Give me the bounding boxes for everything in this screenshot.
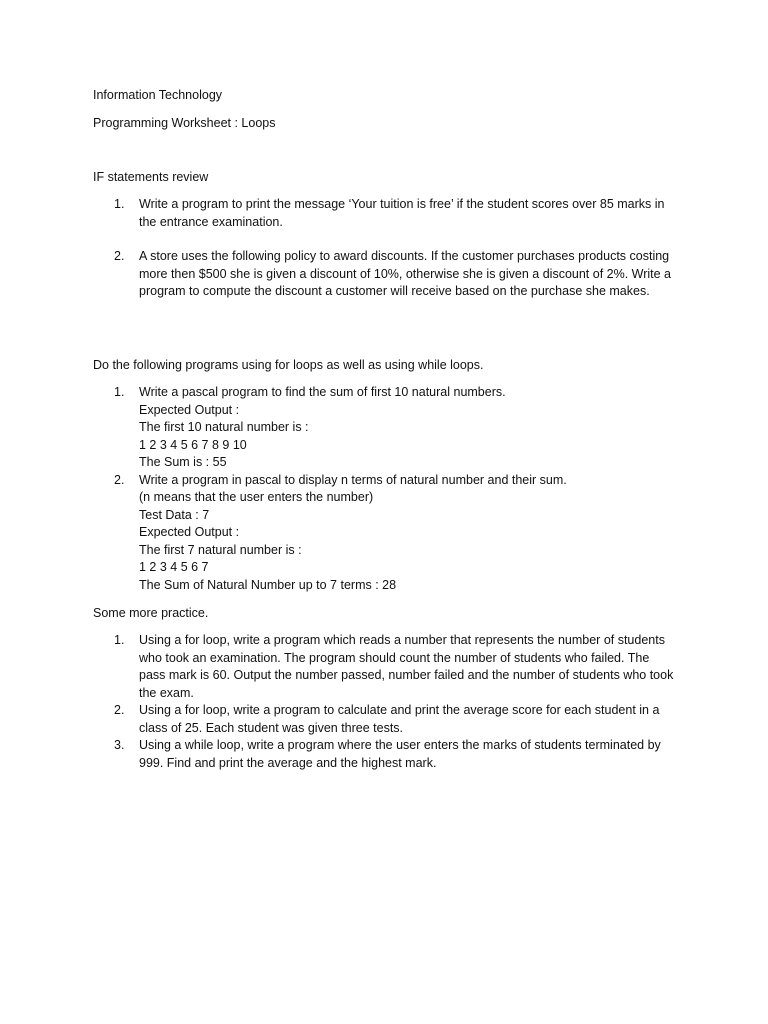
item-number: 1. [114,633,125,647]
loop-programs-list [0,384,768,594]
item-text: A store uses the following policy to award discounts. If the customer purchases products costing more then $500 she is given a discount of 10%, otherwise she is given a discount of 2%. Write a program to compute the discount a customer will receive based on the purchase she makes. [139,249,672,298]
item-text: Using a for loop, write a program which reads a number that represents the number of students who took an examination. The program should count the number of students who failed. The pass mark is 60. Output the number passed, number failed and the number of students who took the exam. [139,633,674,700]
item-number: 1. [114,197,125,211]
if-questions-list [0,196,768,231]
if-questions-list-2 [0,248,768,301]
item-line: Expected Output : [139,402,240,417]
item-text: Using a for loop, write a program to calculate and print the average score for each student in a class of 25. Each student was given three tests. [139,703,660,735]
practice-questions-list [0,632,768,772]
item-line: Write a pascal program to find the sum of first 10 natural numbers. [139,385,506,399]
list-item [0,737,679,772]
item-line: The first 10 natural number is : [139,420,309,434]
item-text: Using a while loop, write a program where the user enters the marks of students terminated by 999. Find and print the average and the highest mark. [139,738,661,770]
list-item [0,472,679,595]
item-line: 1 2 3 4 5 6 7 [139,560,209,574]
item-line: Expected Output : [139,525,240,539]
item-number: 2. [114,472,125,487]
item-line: The Sum is : 55 [139,455,227,469]
item-line: The first 7 natural number is : [139,542,302,557]
item-number: 3. [114,738,125,752]
item-number: 2. [114,249,125,263]
section-practice-heading: Some more practice. [93,606,209,620]
list-item [0,632,679,702]
item-line: Write a program in pascal to display n terms of natural number and their sum. [139,472,567,487]
list-item [0,384,679,472]
section-loops-heading: Do the following programs using for loops as well as using while loops. [93,358,484,372]
item-line: Test Data : 7 [139,507,210,522]
worksheet-title: Programming Worksheet : Loops [93,116,276,130]
section-if-heading: IF statements review [93,170,209,184]
list-item [0,196,679,231]
item-number: 1. [114,385,125,399]
item-line: (n means that the user enters the number) [139,490,374,504]
item-line: 1 2 3 4 5 6 7 8 9 10 [139,437,247,452]
list-item [0,248,679,301]
item-line: The Sum of Natural Number up to 7 terms : 28 [139,577,397,592]
item-text: Write a program to print the message ‘Your tuition is free’ if the student scores over 85 marks in the entrance examination. [139,197,665,229]
item-number: 2. [114,703,125,717]
list-item [0,702,679,737]
subject-heading: Information Technology [93,88,223,102]
